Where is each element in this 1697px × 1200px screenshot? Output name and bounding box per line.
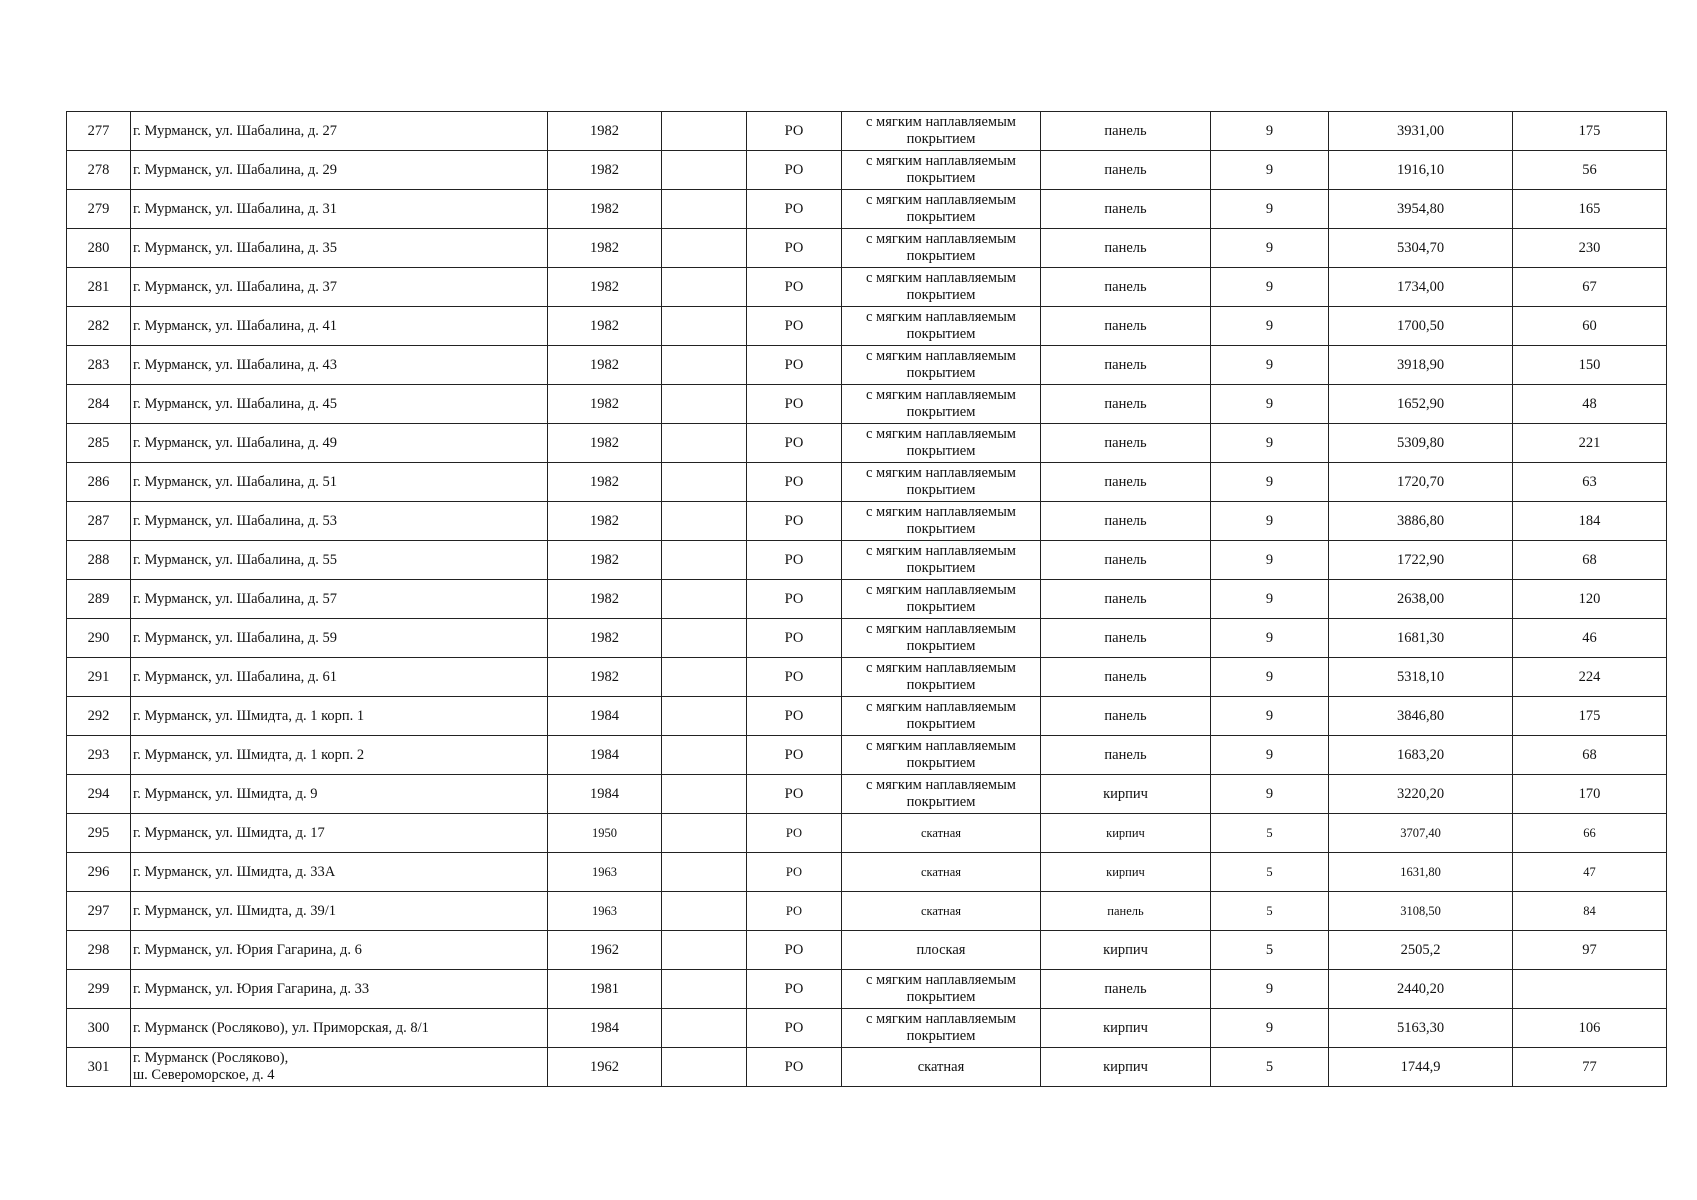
residents-cell: 60: [1513, 307, 1667, 346]
area-cell: 1681,30: [1329, 619, 1513, 658]
residents-cell: 120: [1513, 580, 1667, 619]
roof-type-cell: с мягким наплавляемым покрытием: [842, 658, 1041, 697]
wall-material-cell: кирпич: [1041, 814, 1211, 853]
wall-material-cell: панель: [1041, 346, 1211, 385]
empty-cell: [662, 307, 747, 346]
table-row: [67, 1009, 1667, 1048]
empty-cell: [662, 814, 747, 853]
year-cell: 1982: [548, 112, 662, 151]
row-number-cell: 279: [67, 190, 131, 229]
year-cell: 1982: [548, 307, 662, 346]
floors-cell: 5: [1211, 931, 1329, 970]
row-number-cell: 281: [67, 268, 131, 307]
year-cell: 1982: [548, 619, 662, 658]
wall-material-cell: панель: [1041, 385, 1211, 424]
residents-cell: 63: [1513, 463, 1667, 502]
area-cell: 1722,90: [1329, 541, 1513, 580]
row-number-cell: 282: [67, 307, 131, 346]
residents-cell: 175: [1513, 697, 1667, 736]
fund-form-cell: РО: [747, 307, 842, 346]
residents-cell: 97: [1513, 931, 1667, 970]
area-cell: 3846,80: [1329, 697, 1513, 736]
fund-form-cell: РО: [747, 112, 842, 151]
residents-cell: 184: [1513, 502, 1667, 541]
empty-cell: [662, 658, 747, 697]
year-cell: 1963: [548, 853, 662, 892]
roof-type-cell: с мягким наплавляемым покрытием: [842, 190, 1041, 229]
address-cell: г. Мурманск, ул. Шабалина, д. 35: [131, 229, 548, 268]
roof-type-cell: с мягким наплавляемым покрытием: [842, 697, 1041, 736]
year-cell: 1984: [548, 775, 662, 814]
fund-form-cell: РО: [747, 385, 842, 424]
wall-material-cell: панель: [1041, 502, 1211, 541]
row-number-cell: 301: [67, 1048, 131, 1087]
floors-cell: 9: [1211, 580, 1329, 619]
floors-cell: 9: [1211, 385, 1329, 424]
roof-type-cell: с мягким наплавляемым покрытием: [842, 970, 1041, 1009]
year-cell: 1962: [548, 1048, 662, 1087]
table-row: [67, 346, 1667, 385]
table-row: [67, 385, 1667, 424]
empty-cell: [662, 112, 747, 151]
floors-cell: 9: [1211, 502, 1329, 541]
empty-cell: [662, 931, 747, 970]
table-row: [67, 190, 1667, 229]
empty-cell: [662, 229, 747, 268]
residents-cell: 46: [1513, 619, 1667, 658]
floors-cell: 9: [1211, 970, 1329, 1009]
area-cell: 3108,50: [1329, 892, 1513, 931]
address-cell: г. Мурманск (Росляково), ул. Приморская, д. 8/1: [131, 1009, 548, 1048]
wall-material-cell: панель: [1041, 541, 1211, 580]
fund-form-cell: РО: [747, 736, 842, 775]
roof-type-cell: плоская: [842, 931, 1041, 970]
floors-cell: 9: [1211, 151, 1329, 190]
floors-cell: 5: [1211, 1048, 1329, 1087]
table-row: [67, 502, 1667, 541]
wall-material-cell: панель: [1041, 892, 1211, 931]
row-number-cell: 291: [67, 658, 131, 697]
empty-cell: [662, 346, 747, 385]
fund-form-cell: РО: [747, 541, 842, 580]
wall-material-cell: кирпич: [1041, 775, 1211, 814]
row-number-cell: 286: [67, 463, 131, 502]
area-cell: 1734,00: [1329, 268, 1513, 307]
roof-type-cell: с мягким наплавляемым покрытием: [842, 619, 1041, 658]
fund-form-cell: РО: [747, 1009, 842, 1048]
area-cell: 2440,20: [1329, 970, 1513, 1009]
address-cell: г. Мурманск, ул. Шмидта, д. 17: [131, 814, 548, 853]
address-cell: г. Мурманск, ул. Шмидта, д. 33А: [131, 853, 548, 892]
address-cell: г. Мурманск, ул. Шабалина, д. 57: [131, 580, 548, 619]
roof-type-cell: с мягким наплавляемым покрытием: [842, 346, 1041, 385]
table-row: [67, 736, 1667, 775]
wall-material-cell: панель: [1041, 463, 1211, 502]
residents-cell: 48: [1513, 385, 1667, 424]
area-cell: 2638,00: [1329, 580, 1513, 619]
table-row: [67, 112, 1667, 151]
address-cell: г. Мурманск, ул. Шмидта, д. 1 корп. 1: [131, 697, 548, 736]
row-number-cell: 295: [67, 814, 131, 853]
area-cell: 5304,70: [1329, 229, 1513, 268]
year-cell: 1962: [548, 931, 662, 970]
wall-material-cell: панель: [1041, 658, 1211, 697]
area-cell: 1700,50: [1329, 307, 1513, 346]
roof-type-cell: с мягким наплавляемым покрытием: [842, 775, 1041, 814]
row-number-cell: 294: [67, 775, 131, 814]
empty-cell: [662, 580, 747, 619]
row-number-cell: 299: [67, 970, 131, 1009]
year-cell: 1984: [548, 697, 662, 736]
fund-form-cell: РО: [747, 580, 842, 619]
address-cell: г. Мурманск, ул. Шмидта, д. 9: [131, 775, 548, 814]
table-row: [67, 1048, 1667, 1087]
roof-type-cell: с мягким наплавляемым покрытием: [842, 268, 1041, 307]
address-cell: г. Мурманск, ул. Шабалина, д. 45: [131, 385, 548, 424]
empty-cell: [662, 892, 747, 931]
area-cell: 3931,00: [1329, 112, 1513, 151]
area-cell: 1683,20: [1329, 736, 1513, 775]
residents-cell: 84: [1513, 892, 1667, 931]
roof-type-cell: с мягким наплавляемым покрытием: [842, 502, 1041, 541]
year-cell: 1982: [548, 190, 662, 229]
year-cell: 1982: [548, 151, 662, 190]
wall-material-cell: панель: [1041, 970, 1211, 1009]
address-cell: г. Мурманск, ул. Шмидта, д. 1 корп. 2: [131, 736, 548, 775]
floors-cell: 9: [1211, 424, 1329, 463]
row-number-cell: 283: [67, 346, 131, 385]
year-cell: 1982: [548, 385, 662, 424]
table-row: [67, 151, 1667, 190]
roof-type-cell: скатная: [842, 892, 1041, 931]
empty-cell: [662, 151, 747, 190]
table-row: [67, 463, 1667, 502]
address-cell: г. Мурманск, ул. Шмидта, д. 39/1: [131, 892, 548, 931]
wall-material-cell: панель: [1041, 268, 1211, 307]
fund-form-cell: РО: [747, 502, 842, 541]
area-cell: 5318,10: [1329, 658, 1513, 697]
fund-form-cell: РО: [747, 853, 842, 892]
area-cell: 1744,9: [1329, 1048, 1513, 1087]
empty-cell: [662, 190, 747, 229]
empty-cell: [662, 775, 747, 814]
year-cell: 1982: [548, 346, 662, 385]
floors-cell: 9: [1211, 541, 1329, 580]
address-cell: г. Мурманск, ул. Шабалина, д. 61: [131, 658, 548, 697]
fund-form-cell: РО: [747, 658, 842, 697]
row-number-cell: 293: [67, 736, 131, 775]
row-number-cell: 297: [67, 892, 131, 931]
roof-type-cell: с мягким наплавляемым покрытием: [842, 463, 1041, 502]
empty-cell: [662, 853, 747, 892]
year-cell: 1982: [548, 580, 662, 619]
roof-type-cell: с мягким наплавляемым покрытием: [842, 424, 1041, 463]
year-cell: 1982: [548, 502, 662, 541]
empty-cell: [662, 502, 747, 541]
empty-cell: [662, 1009, 747, 1048]
floors-cell: 9: [1211, 346, 1329, 385]
row-number-cell: 287: [67, 502, 131, 541]
area-cell: 1916,10: [1329, 151, 1513, 190]
area-cell: 3220,20: [1329, 775, 1513, 814]
wall-material-cell: панель: [1041, 424, 1211, 463]
year-cell: 1984: [548, 736, 662, 775]
empty-cell: [662, 970, 747, 1009]
year-cell: 1981: [548, 970, 662, 1009]
floors-cell: 9: [1211, 619, 1329, 658]
floors-cell: 9: [1211, 736, 1329, 775]
empty-cell: [662, 463, 747, 502]
area-cell: 3707,40: [1329, 814, 1513, 853]
wall-material-cell: панель: [1041, 151, 1211, 190]
address-cell: г. Мурманск, ул. Шабалина, д. 55: [131, 541, 548, 580]
residents-cell: 56: [1513, 151, 1667, 190]
residents-cell: 68: [1513, 736, 1667, 775]
address-cell: г. Мурманск, ул. Шабалина, д. 29: [131, 151, 548, 190]
roof-type-cell: скатная: [842, 1048, 1041, 1087]
residents-cell: 221: [1513, 424, 1667, 463]
address-cell: г. Мурманск, ул. Шабалина, д. 49: [131, 424, 548, 463]
empty-cell: [662, 1048, 747, 1087]
roof-type-cell: с мягким наплавляемым покрытием: [842, 307, 1041, 346]
table-row: [67, 268, 1667, 307]
area-cell: 3886,80: [1329, 502, 1513, 541]
address-cell: г. Мурманск, ул. Шабалина, д. 59: [131, 619, 548, 658]
wall-material-cell: кирпич: [1041, 853, 1211, 892]
residents-cell: 175: [1513, 112, 1667, 151]
wall-material-cell: кирпич: [1041, 931, 1211, 970]
table-row: [67, 229, 1667, 268]
residents-cell: 47: [1513, 853, 1667, 892]
residents-cell: 106: [1513, 1009, 1667, 1048]
address-cell: г. Мурманск, ул. Шабалина, д. 41: [131, 307, 548, 346]
row-number-cell: 296: [67, 853, 131, 892]
row-number-cell: 278: [67, 151, 131, 190]
roof-type-cell: с мягким наплавляемым покрытием: [842, 541, 1041, 580]
table-row: [67, 775, 1667, 814]
floors-cell: 9: [1211, 1009, 1329, 1048]
area-cell: 3918,90: [1329, 346, 1513, 385]
wall-material-cell: панель: [1041, 112, 1211, 151]
row-number-cell: 277: [67, 112, 131, 151]
table-row: [67, 970, 1667, 1009]
row-number-cell: 280: [67, 229, 131, 268]
table-row: [67, 424, 1667, 463]
floors-cell: 5: [1211, 892, 1329, 931]
roof-type-cell: с мягким наплавляемым покрытием: [842, 1009, 1041, 1048]
residents-cell: 230: [1513, 229, 1667, 268]
table-body: [67, 112, 1667, 1087]
residents-cell: 170: [1513, 775, 1667, 814]
fund-form-cell: РО: [747, 814, 842, 853]
row-number-cell: 290: [67, 619, 131, 658]
residents-cell: 165: [1513, 190, 1667, 229]
table-row: [67, 307, 1667, 346]
wall-material-cell: панель: [1041, 580, 1211, 619]
floors-cell: 9: [1211, 658, 1329, 697]
table-row: [67, 619, 1667, 658]
wall-material-cell: панель: [1041, 190, 1211, 229]
fund-form-cell: РО: [747, 151, 842, 190]
table-row: [67, 541, 1667, 580]
area-cell: 1631,80: [1329, 853, 1513, 892]
roof-type-cell: скатная: [842, 853, 1041, 892]
fund-form-cell: РО: [747, 463, 842, 502]
fund-form-cell: РО: [747, 775, 842, 814]
table-row: [67, 580, 1667, 619]
fund-form-cell: РО: [747, 970, 842, 1009]
wall-material-cell: кирпич: [1041, 1048, 1211, 1087]
year-cell: 1982: [548, 463, 662, 502]
area-cell: 2505,2: [1329, 931, 1513, 970]
area-cell: 5163,30: [1329, 1009, 1513, 1048]
table-row: [67, 658, 1667, 697]
residents-cell: 68: [1513, 541, 1667, 580]
floors-cell: 5: [1211, 814, 1329, 853]
address-cell: г. Мурманск, ул. Шабалина, д. 31: [131, 190, 548, 229]
floors-cell: 9: [1211, 463, 1329, 502]
roof-type-cell: скатная: [842, 814, 1041, 853]
fund-form-cell: РО: [747, 346, 842, 385]
roof-type-cell: с мягким наплавляемым покрытием: [842, 112, 1041, 151]
address-cell: г. Мурманск, ул. Юрия Гагарина, д. 6: [131, 931, 548, 970]
area-cell: 5309,80: [1329, 424, 1513, 463]
year-cell: 1982: [548, 541, 662, 580]
residents-cell: 66: [1513, 814, 1667, 853]
fund-form-cell: РО: [747, 1048, 842, 1087]
empty-cell: [662, 619, 747, 658]
fund-form-cell: РО: [747, 697, 842, 736]
row-number-cell: 289: [67, 580, 131, 619]
address-cell: г. Мурманск, ул. Шабалина, д. 37: [131, 268, 548, 307]
year-cell: 1950: [548, 814, 662, 853]
floors-cell: 9: [1211, 268, 1329, 307]
row-number-cell: 292: [67, 697, 131, 736]
address-cell: г. Мурманск (Росляково), ш. Североморское, д. 4: [131, 1048, 548, 1087]
residents-cell: [1513, 970, 1667, 1009]
row-number-cell: 284: [67, 385, 131, 424]
wall-material-cell: кирпич: [1041, 1009, 1211, 1048]
floors-cell: 9: [1211, 112, 1329, 151]
roof-type-cell: с мягким наплавляемым покрытием: [842, 736, 1041, 775]
roof-type-cell: с мягким наплавляемым покрытием: [842, 151, 1041, 190]
area-cell: 3954,80: [1329, 190, 1513, 229]
empty-cell: [662, 424, 747, 463]
table-row: [67, 853, 1667, 892]
address-cell: г. Мурманск, ул. Шабалина, д. 27: [131, 112, 548, 151]
wall-material-cell: панель: [1041, 307, 1211, 346]
row-number-cell: 288: [67, 541, 131, 580]
roof-type-cell: с мягким наплавляемым покрытием: [842, 580, 1041, 619]
fund-form-cell: РО: [747, 892, 842, 931]
area-cell: 1652,90: [1329, 385, 1513, 424]
year-cell: 1982: [548, 424, 662, 463]
floors-cell: 9: [1211, 697, 1329, 736]
fund-form-cell: РО: [747, 190, 842, 229]
address-cell: г. Мурманск, ул. Шабалина, д. 53: [131, 502, 548, 541]
floors-cell: 9: [1211, 775, 1329, 814]
wall-material-cell: панель: [1041, 736, 1211, 775]
row-number-cell: 298: [67, 931, 131, 970]
row-number-cell: 300: [67, 1009, 131, 1048]
roof-type-cell: с мягким наплавляемым покрытием: [842, 385, 1041, 424]
residents-cell: 77: [1513, 1048, 1667, 1087]
address-cell: г. Мурманск, ул. Шабалина, д. 43: [131, 346, 548, 385]
empty-cell: [662, 385, 747, 424]
floors-cell: 5: [1211, 853, 1329, 892]
floors-cell: 9: [1211, 307, 1329, 346]
roof-type-cell: с мягким наплавляемым покрытием: [842, 229, 1041, 268]
wall-material-cell: панель: [1041, 619, 1211, 658]
fund-form-cell: РО: [747, 229, 842, 268]
table-row: [67, 892, 1667, 931]
floors-cell: 9: [1211, 190, 1329, 229]
fund-form-cell: РО: [747, 931, 842, 970]
address-cell: г. Мурманск, ул. Шабалина, д. 51: [131, 463, 548, 502]
empty-cell: [662, 697, 747, 736]
wall-material-cell: панель: [1041, 697, 1211, 736]
year-cell: 1982: [548, 229, 662, 268]
fund-form-cell: РО: [747, 268, 842, 307]
year-cell: 1963: [548, 892, 662, 931]
area-cell: 1720,70: [1329, 463, 1513, 502]
wall-material-cell: панель: [1041, 229, 1211, 268]
fund-form-cell: РО: [747, 424, 842, 463]
table-row: [67, 814, 1667, 853]
empty-cell: [662, 268, 747, 307]
residents-cell: 67: [1513, 268, 1667, 307]
floors-cell: 9: [1211, 229, 1329, 268]
year-cell: 1982: [548, 658, 662, 697]
housing-registry-table: [66, 111, 1667, 1087]
empty-cell: [662, 541, 747, 580]
year-cell: 1984: [548, 1009, 662, 1048]
row-number-cell: 285: [67, 424, 131, 463]
residents-cell: 224: [1513, 658, 1667, 697]
residents-cell: 150: [1513, 346, 1667, 385]
fund-form-cell: РО: [747, 619, 842, 658]
empty-cell: [662, 736, 747, 775]
table-row: [67, 931, 1667, 970]
year-cell: 1982: [548, 268, 662, 307]
table-row: [67, 697, 1667, 736]
address-cell: г. Мурманск, ул. Юрия Гагарина, д. 33: [131, 970, 548, 1009]
